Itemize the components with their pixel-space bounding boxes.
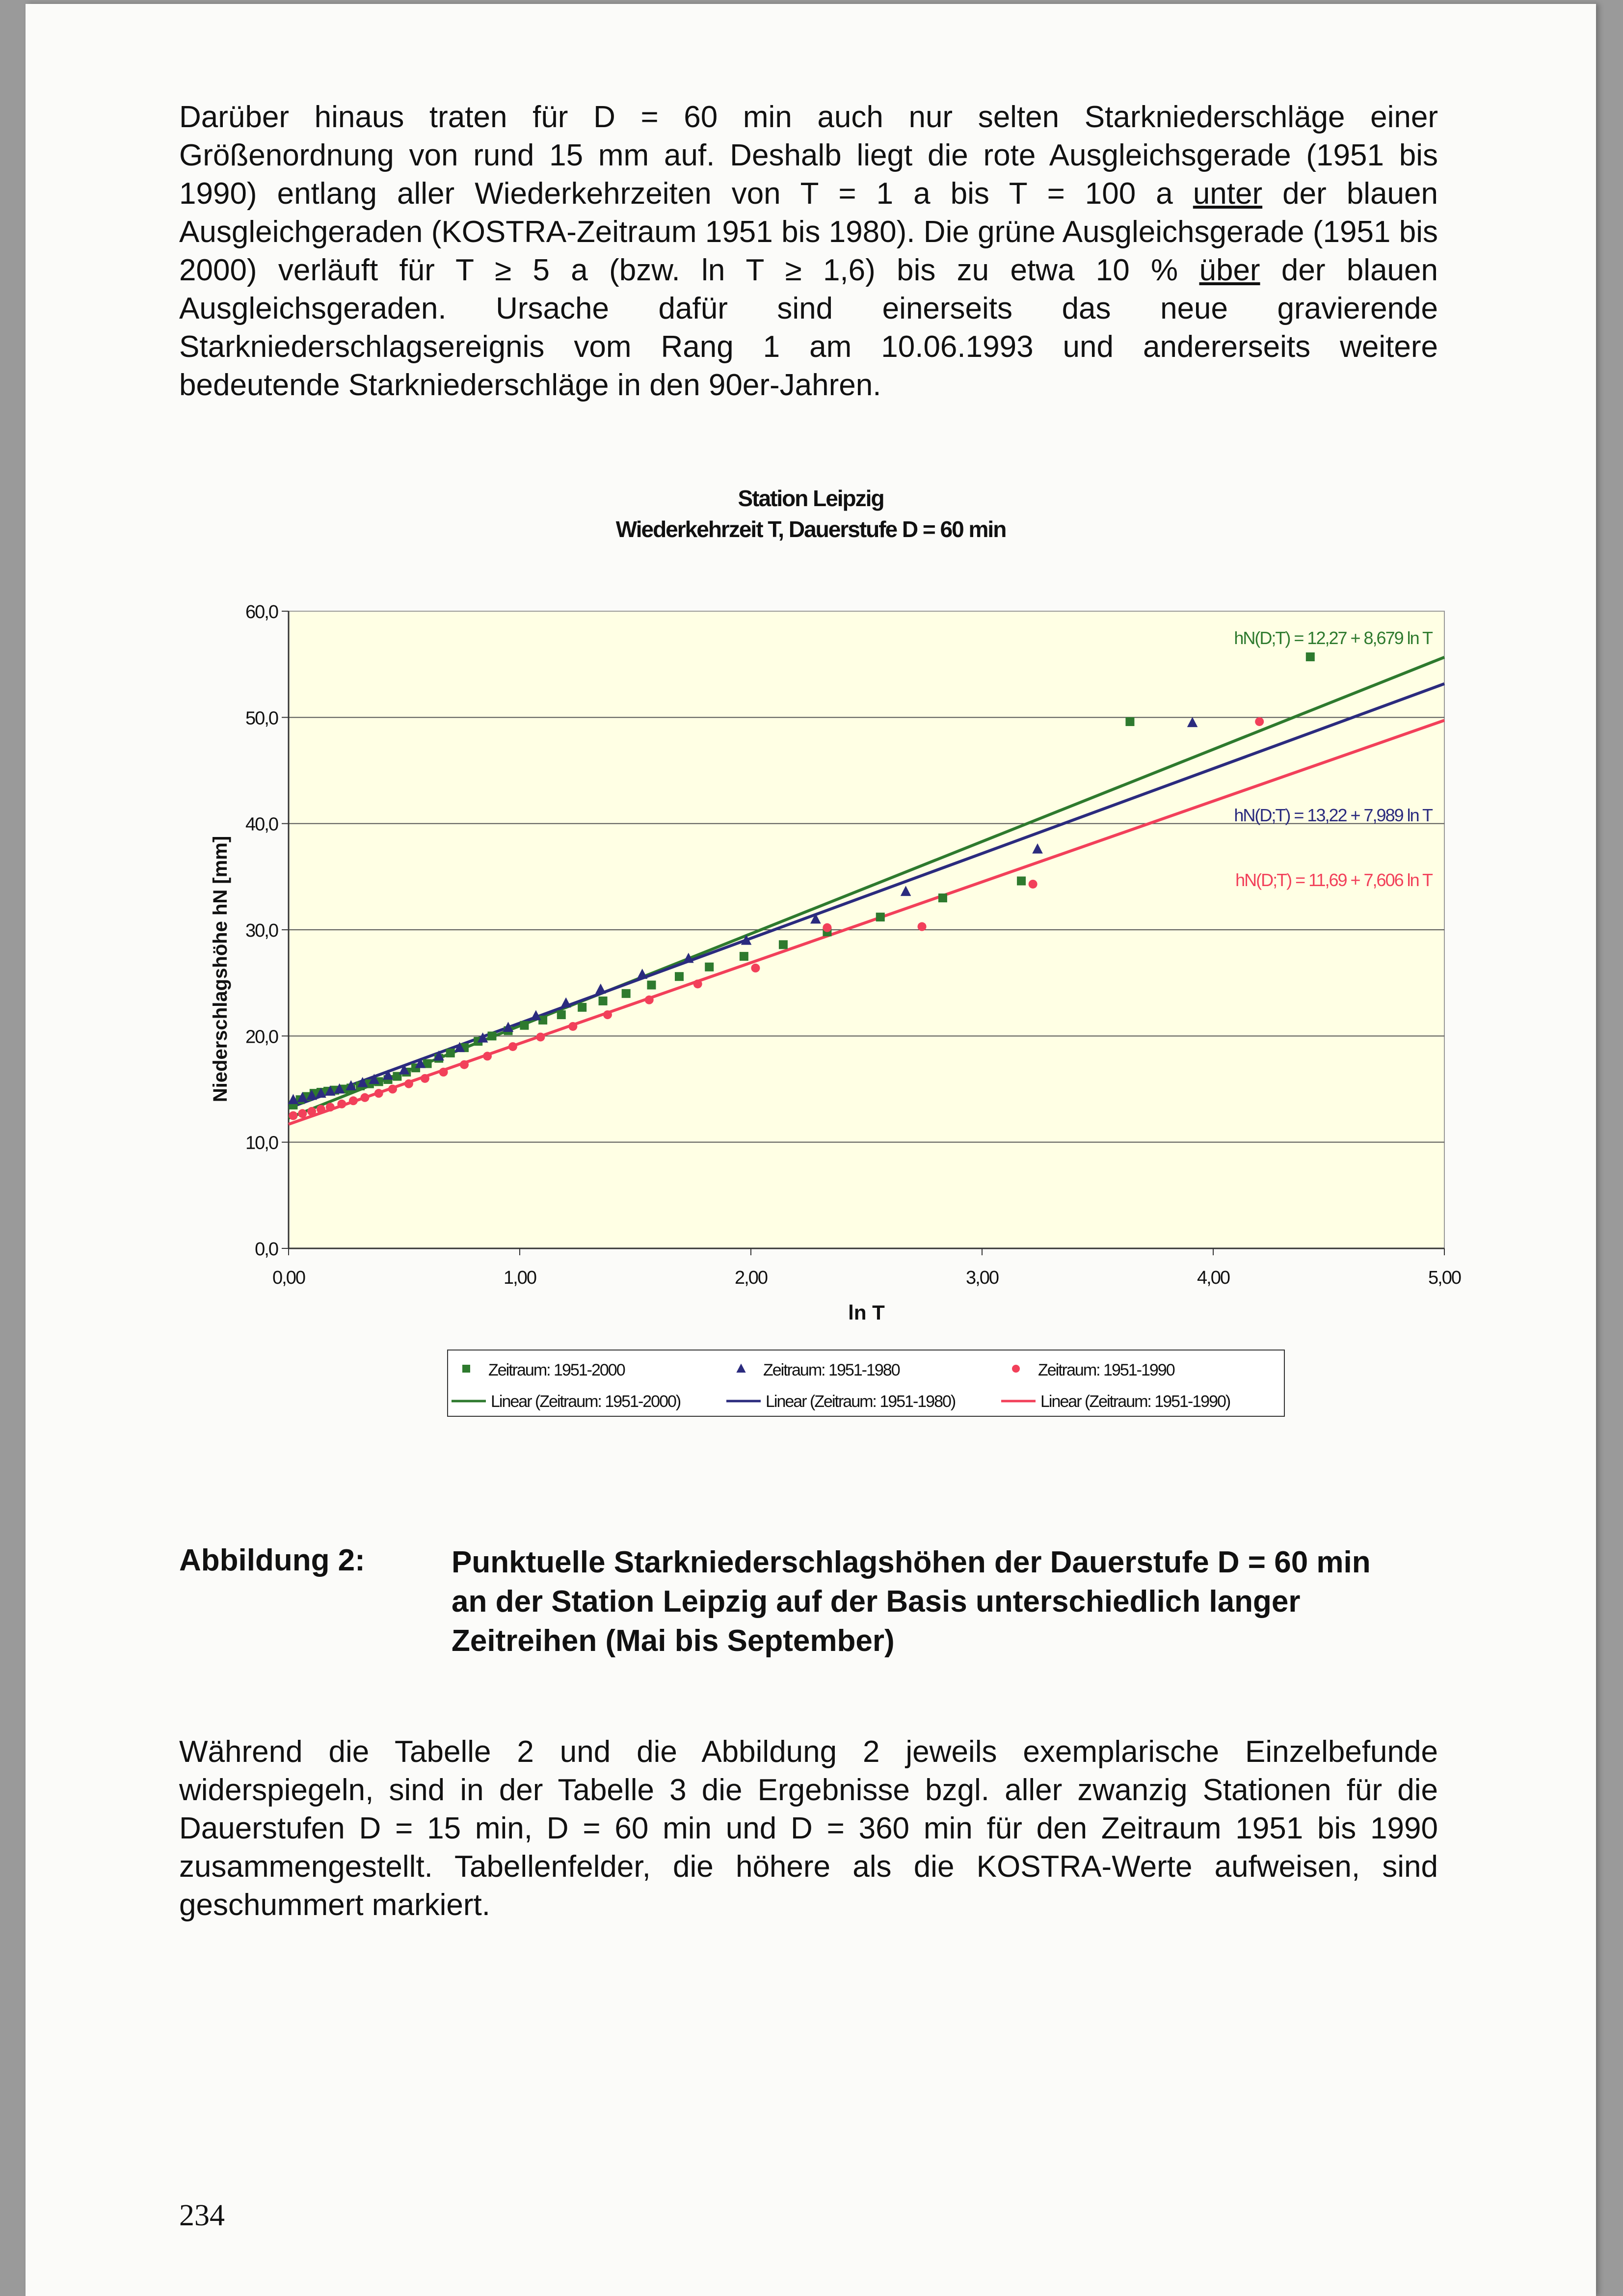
data-point bbox=[487, 1031, 496, 1040]
data-point bbox=[349, 1096, 358, 1105]
data-point bbox=[693, 979, 702, 988]
data-point bbox=[404, 1080, 413, 1088]
y-tick-label: 10,0 bbox=[245, 1133, 278, 1154]
data-point bbox=[1017, 876, 1026, 885]
data-point bbox=[1306, 652, 1315, 661]
legend-label: Linear (Zeitraum: 1951-1990) bbox=[1040, 1392, 1230, 1411]
data-point bbox=[622, 989, 631, 998]
x-tick-label: 5,00 bbox=[1428, 1268, 1461, 1288]
legend-label: Zeitraum: 1951-1990 bbox=[1038, 1361, 1174, 1379]
paragraph-1-text-b: der blauen Ausgleichgeraden (KOSTRA-Zeitraum 1951 bis 1980). Die grüne Ausgleichsgerade (1951 bis 2000) verläuft für T ≥ 5 a (bzw. ln T ≥ 1,6) bis zu etwa 10 % bbox=[179, 177, 1438, 287]
data-point bbox=[675, 972, 684, 981]
data-point bbox=[536, 1032, 545, 1041]
x-tick-label: 3,00 bbox=[966, 1268, 998, 1288]
legend-label: Linear (Zeitraum: 1951-1980) bbox=[766, 1392, 956, 1411]
figure-caption-text: Punktuelle Starkniederschlagshöhen der Dauerstufe D = 60 min an der Station Leipzig auf der Basis unterschiedlich langer Zeitreihen (Mai bis September) bbox=[452, 1545, 1371, 1658]
data-point bbox=[520, 1021, 529, 1030]
x-tick-label: 4,00 bbox=[1197, 1268, 1229, 1288]
chart-subtitle: Wiederkehrzeit T, Dauerstufe D = 60 min bbox=[615, 516, 1006, 542]
data-point bbox=[740, 952, 748, 961]
regression-equation: hN(D;T) = 13,22 + 7,989 ln T bbox=[1234, 805, 1432, 825]
x-tick-label: 0,00 bbox=[272, 1268, 305, 1288]
data-point bbox=[876, 913, 885, 921]
data-point bbox=[298, 1109, 307, 1118]
data-point bbox=[823, 923, 831, 932]
data-point bbox=[439, 1068, 448, 1077]
x-axis-label: ln T bbox=[848, 1301, 885, 1324]
y-tick-label: 30,0 bbox=[245, 920, 278, 941]
data-point bbox=[289, 1111, 297, 1120]
data-point bbox=[751, 964, 760, 972]
data-point bbox=[779, 940, 788, 949]
paragraph-2: Während die Tabelle 2 und die Abbildung 2 jeweils exemplarische Einzelbefunde widerspiegeln, sind in der Tabelle 3 die Ergebnisse bzgl. aller zwanzig Stationen für die Dauerstufen D = 15 min, D = 60 min und D = 360 min für den Zeitraum 1951 bis 1990 zusammengestellt. Tabellenfelder, die höhere als die KOSTRA-Werte aufweisen, sind geschummert markiert. bbox=[179, 1735, 1438, 1922]
y-tick-label: 40,0 bbox=[245, 814, 278, 835]
regression-equation: hN(D;T) = 12,27 + 8,679 ln T bbox=[1234, 628, 1432, 648]
y-tick-label: 50,0 bbox=[245, 708, 278, 729]
x-tick-label: 1,00 bbox=[504, 1268, 536, 1288]
data-point bbox=[326, 1103, 335, 1111]
data-point bbox=[705, 963, 714, 972]
data-point bbox=[421, 1074, 429, 1083]
data-point bbox=[645, 996, 654, 1004]
data-point bbox=[647, 980, 656, 989]
data-point bbox=[388, 1085, 397, 1094]
data-point bbox=[599, 997, 608, 1005]
regression-equation: hN(D;T) = 11,69 + 7,606 ln T bbox=[1235, 870, 1432, 890]
data-point bbox=[1029, 880, 1038, 889]
data-point bbox=[938, 893, 947, 902]
underlined-word-unter: unter bbox=[1193, 177, 1263, 211]
page-number: 234 bbox=[179, 2199, 225, 2232]
figure-caption-label: Abbildung 2: bbox=[179, 1543, 365, 1577]
chart-title: Station Leipzig bbox=[738, 486, 884, 511]
y-tick-label: 60,0 bbox=[245, 602, 278, 622]
legend-label: Linear (Zeitraum: 1951-2000) bbox=[491, 1392, 681, 1411]
x-tick-label: 2,00 bbox=[735, 1268, 767, 1288]
data-point bbox=[307, 1107, 316, 1116]
data-point bbox=[360, 1093, 369, 1102]
data-point bbox=[508, 1042, 517, 1051]
legend-marker bbox=[1012, 1365, 1020, 1373]
paragraph-1-text-a: Darüber hinaus traten für D = 60 min auch nur selten Starkniederschläge einer Größenordnung von rund 15 mm auf. Deshalb liegt die rote Ausgleichsgerade (1951 bis 1990) entlang aller Wiederkehrzeiten von T = 1 a bis T = 100 a bbox=[179, 100, 1438, 211]
y-tick-label: 20,0 bbox=[245, 1026, 278, 1048]
data-point bbox=[460, 1060, 469, 1069]
data-point bbox=[483, 1052, 492, 1060]
data-point bbox=[374, 1089, 383, 1098]
data-point bbox=[317, 1105, 325, 1114]
underlined-word-ueber: über bbox=[1199, 253, 1260, 287]
data-point bbox=[578, 1003, 586, 1012]
y-tick-label: 0,0 bbox=[255, 1239, 278, 1260]
data-point bbox=[918, 922, 927, 931]
data-point bbox=[1125, 717, 1134, 726]
paragraph-1-text-c: der blauen Ausgleichsgeraden. Ursache dafür sind einerseits das neue gravierende Starkniederschlagsereignis vom Rang 1 am 10.06.1993 und andererseits weitere bedeutende Starkniederschläge in den 90er-Jahren. bbox=[179, 253, 1438, 402]
data-point bbox=[446, 1049, 455, 1057]
data-point bbox=[557, 1010, 566, 1019]
legend-label: Zeitraum: 1951-2000 bbox=[488, 1361, 625, 1379]
data-point bbox=[568, 1022, 577, 1031]
y-axis-label: Niederschlagshöhe hN [mm] bbox=[210, 836, 231, 1103]
data-point bbox=[337, 1100, 346, 1108]
legend-marker bbox=[462, 1365, 470, 1373]
data-point bbox=[1255, 717, 1264, 726]
legend-label: Zeitraum: 1951-1980 bbox=[763, 1361, 900, 1379]
data-point bbox=[603, 1010, 612, 1019]
